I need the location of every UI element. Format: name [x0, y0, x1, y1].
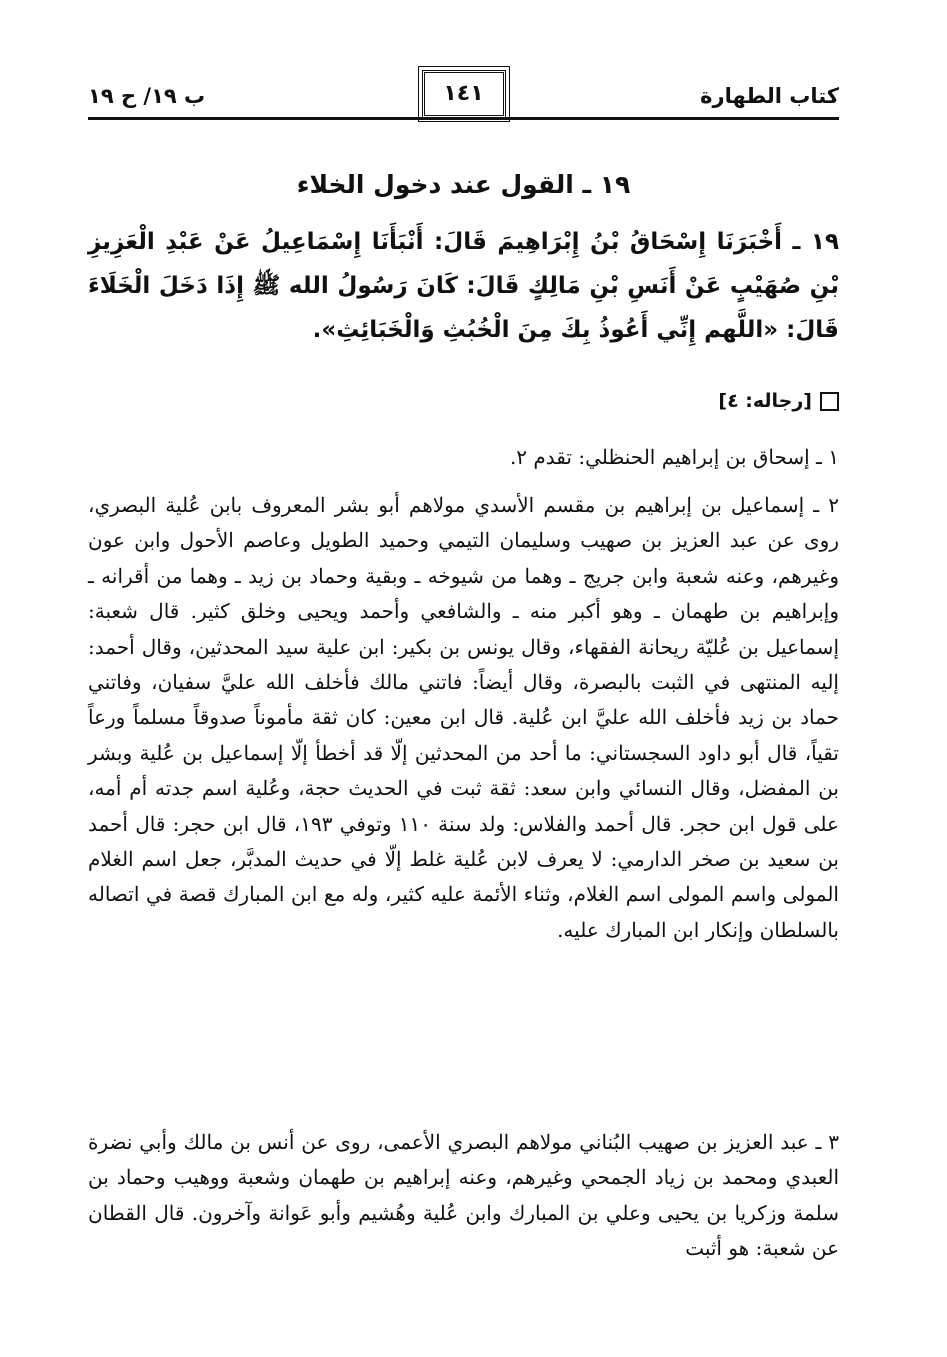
header-divider	[88, 117, 839, 120]
narrator-entry-3	[88, 1125, 839, 1267]
chapter-title: ١٩ ـ القول عند دخول الخلاء	[296, 170, 631, 199]
page-number: ١٤١	[422, 70, 506, 118]
square-bullet-icon	[820, 392, 839, 411]
narrator-entry-1	[88, 440, 839, 475]
running-header	[88, 70, 839, 120]
hadith-text: ١٩ ـ أَخْبَرَنَا إِسْحَاقُ بْنُ إِبْرَاهِيمَ قَالَ: أَنْبَأَنَا إِسْمَاعِيلُ عَنْ عَبْدِ الْعَزِيزِ بْنِ صُهَيْبٍ عَنْ أَنَسِ بْنِ مَالِكٍ قَالَ: كَانَ رَسُولُ الله ﷺ إِذَا دَخَلَ الْخَلَاءَ قَالَ: «اللَّهم إِنِّي أَعُوذُ بِكَ مِنَ الْخُبُثِ وَالْخَبَائِثِ».	[88, 229, 839, 343]
narrator-entry-2	[88, 488, 839, 948]
paragraph: ٢ ـ إسماعيل بن إبراهيم بن مقسم الأسدي مولاهم أبو بشر المعروف بابن عُلية البصري، روى عن عبد العزيز بن صهيب وسليمان التيمي وحميد الطويل وعاصم الأحول وابن عون وغيرهم، وعنه شعبة وابن جريج ـ وهما من شيوخه ـ وبقية وحماد بن زيد ـ وهما من أقرانه ـ وإبراهيم بن طهمان ـ وهو أكبر منه ـ والشافعي وأحمد ويحيى وخلق كثير. قال شعبة: إسماعيل بن عُليّة ريحانة الفقهاء، وقال يونس بن بكير: ابن علية سيد المحدثين، وقال أحمد: إليه المنتهى في الثبت بالبصرة، وقال أيضاً: فاتني مالك فأخلف الله عليَّ سفيان، وفاتني حماد بن زيد فأخلف الله عليَّ ابن عُلية. قال ابن معين: كان ثقة مأموناً صدوقاً مسلماً ورعاً تقياً، قال أبو داود السجستاني: ما أحد من المحدثين إلّا قد أخطأ إلّا إسماعيل بن عُلية وبشر بن المفضل، وقال النسائي وابن سعد: ثقة ثبت في الحديث حجة، وعُلية اسم جدته أم أمه، على قول ابن حجر. قال أحمد والفلاس: ولد سنة ١١٠ وتوفي ١٩٣، قال ابن حجر: قال أحمد بن سعيد بن صخر الدارمي: لا يعرف لابن عُلية غلط إلّا في حديث المدبَّر، جعل اسم الغلام المولى واسم المولى اسم الغلام، وثناء الأئمة عليه كثير، وله مع ابن المبارك قصة في اتصاله بالسلطان وإنكار ابن المبارك عليه.	[88, 493, 839, 942]
paragraph: ١ ـ إسحاق بن إبراهيم الحنظلي: تقدم ٢.	[509, 445, 839, 469]
chapter-reference: ب ١٩/ ح ١٩	[88, 84, 206, 108]
paragraph: ٣ ـ عبد العزيز بن صهيب البُناني مولاهم البصري الأعمى، روى عن أنس بن مالك وأبي نضرة العبدي ومحمد بن زياد الجمحي وغيرهم، وعنه إبراهيم بن طهمان وشعبة ووهيب وحماد بن سلمة وزكريا بن يحيى وعلي بن المبارك وابن عُلية وهُشيم وأبو عَوانة وآخرون. قال القطان عن شعبة: هو أثبت	[88, 1130, 839, 1261]
book-title: كتاب الطهارة	[700, 84, 839, 108]
narrators-label: [رجاله: ٤]	[718, 390, 812, 412]
narrators-heading	[88, 390, 839, 412]
